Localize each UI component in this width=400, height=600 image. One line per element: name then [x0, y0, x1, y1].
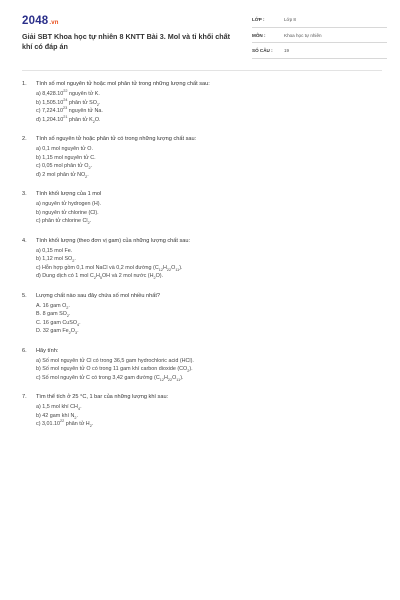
question-number: 5.: [22, 292, 27, 299]
question-number: 2.: [22, 136, 27, 142]
question-list: [22, 80, 382, 440]
meta-row-class: [252, 15, 387, 28]
question-option: [22, 209, 382, 218]
subscript: 2: [96, 102, 100, 107]
question-text: Tính khối lượng của 1 mol: [36, 191, 102, 197]
question-option: [22, 255, 382, 264]
question-option: [22, 145, 382, 154]
option-text: C. 16 gam CuSO: [36, 319, 78, 326]
subscript: 3: [75, 331, 78, 336]
subscript: 11: [176, 377, 181, 382]
question-option: [22, 162, 382, 171]
superscript: 22: [59, 419, 65, 424]
question-heading: [22, 393, 382, 401]
option-text: O: [70, 328, 75, 334]
option-text: phân tử SO: [67, 99, 97, 106]
question-4: [22, 237, 382, 281]
subscript: 2: [89, 424, 92, 429]
option-text: B. 8 gam SO: [36, 311, 67, 317]
question-number: 1.: [22, 81, 27, 87]
option-text: OH và 2 mol nước (H: [101, 273, 154, 279]
question-option: [22, 247, 382, 256]
option-text: H: [95, 273, 100, 279]
question-7: [22, 393, 382, 429]
option-text: H: [163, 374, 168, 381]
subscript: 2: [66, 314, 69, 319]
subscript: 2: [187, 369, 190, 374]
option-text: a) 1,5 mol khí CH: [36, 404, 78, 410]
meta-label: LỚP :: [252, 17, 265, 22]
option-text: ).: [180, 374, 184, 381]
option-text: d) 1,204.10: [36, 116, 64, 123]
option-text: a) nguyên tử hydrogen (H).: [36, 201, 102, 207]
question-number: 3.: [22, 191, 27, 197]
subscript: 12: [158, 267, 163, 272]
subscript: 2: [85, 174, 88, 179]
subscript: 11: [175, 267, 180, 272]
question-text: Tìm thể tích ở 25 °C, 1 bar của những lượng khí sau:: [36, 394, 169, 400]
option-text: d) Dung dịch có 1 mol C: [36, 273, 94, 279]
option-text: .: [91, 421, 94, 427]
option-text: .: [99, 99, 101, 106]
option-text: b) nguyên tử chlorine (Cl).: [36, 209, 99, 216]
option-text: a) 0,15 mol Fe.: [36, 247, 73, 254]
option-text: .: [79, 319, 81, 326]
question-option: [22, 374, 382, 383]
meta-value: Lớp 8: [284, 17, 296, 22]
question-heading: [22, 135, 382, 143]
option-text: nguyên tử K.: [67, 91, 100, 97]
question-option: [22, 357, 382, 366]
question-option: [22, 90, 382, 99]
question-text: Tính số mol nguyên tử hoặc mol phân tử trong những lượng chất sau:: [36, 81, 210, 87]
question-option: [22, 264, 382, 273]
option-text: c) 3,01.10: [36, 421, 60, 427]
superscript: 23: [62, 106, 68, 111]
question-option: [22, 272, 382, 281]
meta-label: MÔN :: [252, 32, 266, 38]
meta-row-subject: [252, 31, 387, 44]
question-heading: [22, 190, 382, 198]
subscript: 12: [159, 377, 164, 382]
subscript: 2: [72, 259, 75, 264]
question-3: [22, 190, 382, 226]
question-option: [22, 200, 382, 209]
option-text: c) 7,224.10: [36, 108, 63, 114]
option-text: b) Số mol nguyên tử O có trong 11 gam khí carbon dioxide (CO: [36, 366, 188, 372]
option-text: .: [77, 328, 79, 334]
option-text: c) Hỗn hợp gồm 0,1 mol NaCl và 0,2 mol đường (C: [36, 264, 159, 271]
question-text: Tính số nguyên tử hoặc phân tử có trong những lượng chất sau:: [36, 136, 197, 142]
question-option: [22, 217, 382, 226]
site-logo[interactable]: 2048.vn: [22, 15, 59, 27]
superscript: 21: [63, 114, 68, 119]
option-text: phân tử K: [67, 116, 93, 123]
option-text: b) 1,12 mol SO: [36, 256, 73, 262]
option-text: ).: [189, 366, 193, 372]
question-1: [22, 80, 382, 124]
question-heading: [22, 237, 382, 245]
superscript: 24: [63, 97, 68, 102]
subscript: 2: [74, 415, 77, 420]
option-text: c) phân tử chlorine Cl: [36, 218, 88, 224]
option-text: a) Số mol nguyên tử Cl có trong 36,5 gam hydrochloric acid (HCl).: [36, 357, 194, 364]
option-text: b) 1,15 mol nguyên tử C.: [36, 154, 96, 161]
option-text: .: [68, 302, 70, 309]
subscript: 2: [68, 331, 71, 336]
option-text: nguyên tử Na.: [67, 108, 103, 114]
option-text: O: [171, 264, 176, 271]
question-option: [22, 302, 382, 311]
subscript: 2: [93, 276, 96, 281]
option-text: b) 1,505.10: [36, 99, 64, 106]
subscript: 2: [66, 305, 69, 310]
question-option: [22, 403, 382, 412]
question-2: [22, 135, 382, 179]
header-divider: [22, 70, 382, 71]
option-text: H: [162, 264, 167, 271]
option-text: .: [68, 311, 71, 317]
question-option: [22, 116, 382, 125]
question-option: [22, 310, 382, 319]
question-number: 7.: [22, 394, 27, 400]
option-text: c) Số mol nguyên tử C có trong 3,42 gam đường (C: [36, 374, 160, 381]
subscript: 2: [88, 166, 91, 171]
option-text: b) 42 gam khí N: [36, 412, 75, 419]
option-text: D. 32 gam Fe: [36, 328, 69, 334]
option-text: .: [74, 256, 76, 262]
question-6: [22, 347, 382, 383]
meta-value: 19: [284, 48, 290, 53]
option-text: O).: [155, 273, 164, 279]
option-text: a) 8,428.10: [36, 91, 64, 97]
meta-label: SỐ CÂU :: [252, 48, 273, 53]
subscript: 2: [87, 221, 90, 226]
page-header: [0, 0, 400, 62]
option-text: .: [80, 404, 82, 410]
document-title: Giải SBT Khoa học tự nhiên 8 KNTT Bài 3. Mol và tỉ khối chất khí có đáp án: [22, 32, 231, 51]
question-heading: [22, 80, 382, 88]
question-text: Lượng chất nào sau đây chứa số mol nhiều nhất?: [36, 292, 161, 299]
question-option: [22, 327, 382, 336]
document-meta: [252, 15, 387, 62]
option-text: d) 2 mol phân tử NO: [36, 171, 86, 178]
option-text: A. 16 gam O: [36, 302, 67, 309]
question-number: 6.: [22, 347, 27, 354]
question-option: [22, 154, 382, 163]
meta-row-question-count: [252, 46, 387, 59]
option-text: O.: [94, 116, 101, 123]
option-text: .: [90, 163, 93, 169]
subscript: 22: [167, 377, 173, 382]
question-heading: [22, 347, 382, 355]
subscript: 4: [77, 322, 80, 327]
question-heading: [22, 292, 382, 300]
meta-value: Khoa học tự nhiên: [284, 32, 322, 38]
question-number: 4.: [22, 237, 27, 244]
question-option: [22, 319, 382, 328]
option-text: O: [172, 374, 177, 381]
option-text: c) 0,05 mol phân tử O: [36, 163, 89, 169]
question-option: [22, 171, 382, 180]
subscript: 2: [92, 119, 95, 124]
superscript: 22: [63, 89, 68, 94]
option-text: ).: [179, 264, 183, 271]
option-text: a) 0,1 mol nguyên tử O.: [36, 146, 93, 152]
option-text: .: [76, 412, 78, 419]
question-option: [22, 420, 382, 429]
option-text: .: [87, 171, 89, 178]
question-text: Tính khối lượng (theo đơn vị gam) của những lượng chất sau:: [36, 237, 191, 244]
subscript: 5: [99, 276, 102, 281]
option-text: .: [89, 218, 92, 224]
question-option: [22, 365, 382, 374]
option-text: phân tử H: [64, 421, 90, 427]
question-text: Hãy tính:: [36, 347, 59, 354]
subscript: 22: [166, 267, 172, 272]
question-option: [22, 107, 382, 116]
subscript: 4: [77, 407, 81, 412]
subscript: 2: [153, 276, 156, 281]
question-5: [22, 292, 382, 336]
